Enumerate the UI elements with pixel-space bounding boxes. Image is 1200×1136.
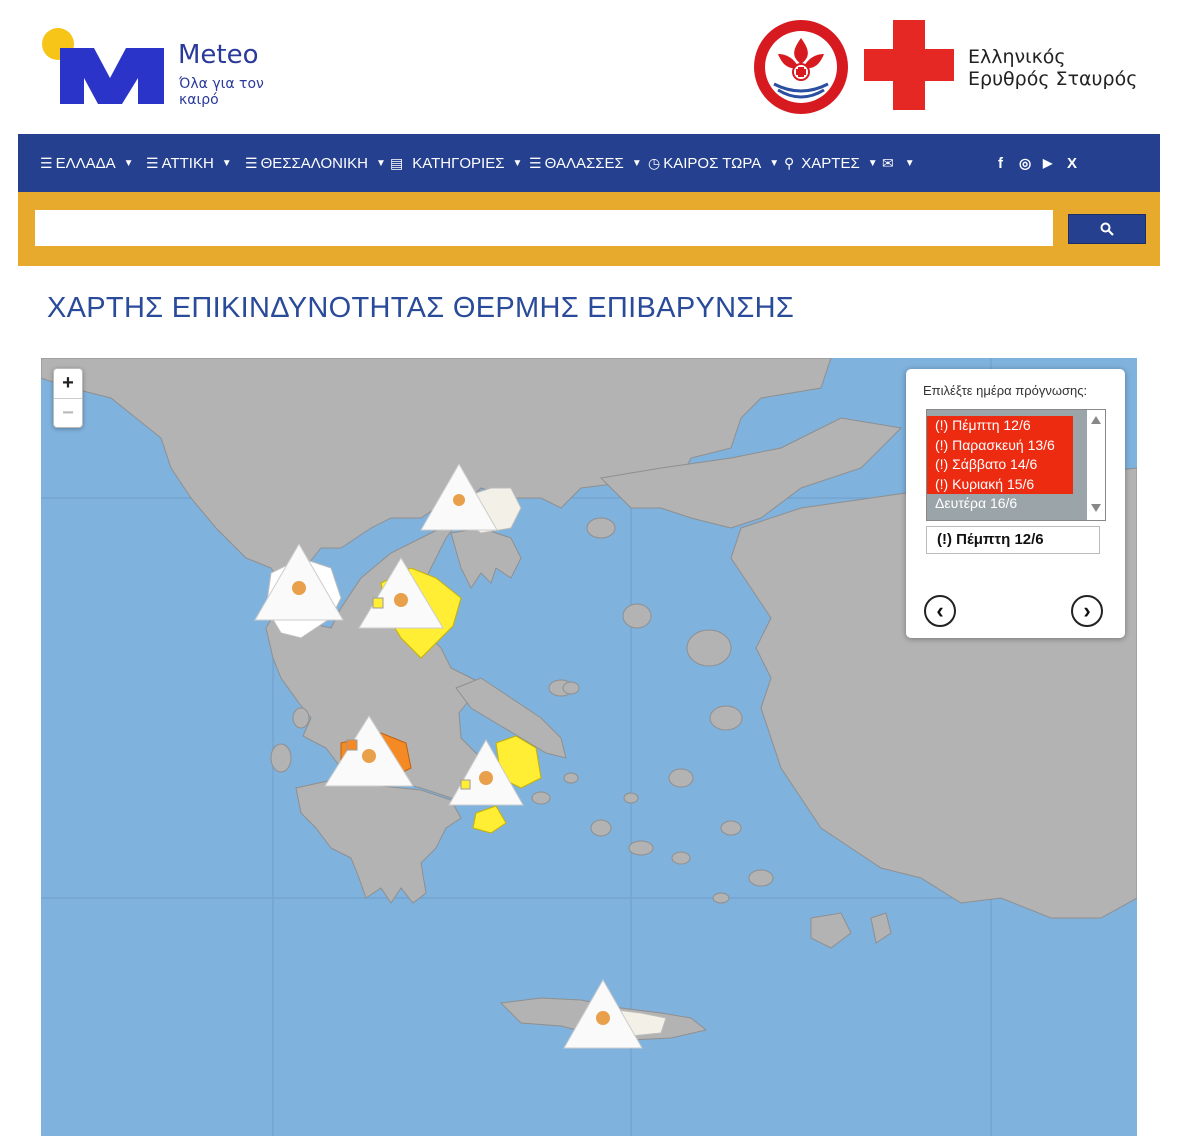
zoom-out-button[interactable]: − [54,398,82,428]
list-icon: ☰ [529,154,542,171]
envelope-icon: ✉ [882,154,894,171]
nav-item-label: ΧΑΡΤΕΣ [801,154,860,172]
chevron-down-icon: ▼ [867,157,878,169]
listbox-scrollbar[interactable] [1087,410,1105,520]
chevron-down-icon: ▼ [631,157,642,169]
forecast-day-option[interactable]: (!) Παρασκευή 13/6 [927,436,1073,456]
heat-risk-map[interactable] [41,358,1137,1136]
nav-item-label: ΑΤΤΙΚΗ [161,154,214,172]
instagram-icon[interactable]: ◎ [1019,154,1032,171]
red-cross-volunteers-seal-icon[interactable] [752,18,850,116]
nav-item-thessaloniki[interactable] [245,134,386,192]
search-icon [1100,222,1114,236]
nav-item-katigories[interactable] [390,134,522,192]
chevron-down-icon: ▼ [123,157,134,169]
nav-item-attiki[interactable] [146,134,232,192]
land-islands-east [811,913,851,948]
forecast-day-label: Επιλέξτε ημέρα πρόγνωσης: [923,383,1088,398]
selected-day-display: (!) Πέμπτη 12/6 [926,526,1100,554]
chevron-down-icon: ▼ [769,157,780,169]
nav-item-ellada[interactable] [40,134,134,192]
scroll-down-icon[interactable] [1091,504,1101,512]
warning-region-attica-islands[interactable] [473,806,506,833]
clock-icon: ◷ [648,154,661,171]
nav-item-contact[interactable] [882,134,915,192]
page-title: ΧΑΡΤΗΣ ΕΠΙΚΙΝΔΥΝΟΤΗΤΑΣ ΘΕΡΜΗΣ ΕΠΙΒΑΡΥΝΣΗΣ [47,292,795,324]
forecast-day-option[interactable]: (!) Πέμπτη 12/6 [927,416,1073,436]
main-navbar [18,134,1160,192]
chevron-down-icon: ▼ [221,157,232,169]
forecast-day-listbox[interactable] [926,409,1106,521]
red-cross-name-line1: Ελληνικός [968,46,1066,68]
forecast-day-option[interactable]: (!) Κυριακή 15/6 [927,475,1073,495]
list-icon: ☰ [40,154,53,171]
chevron-right-icon: › [1083,598,1091,623]
chevron-down-icon: ▼ [904,157,915,169]
forecast-day-option[interactable]: Δευτέρα 16/6 [935,495,1018,511]
search-input[interactable] [35,210,1053,246]
nav-item-label: ΘΑΛΑΣΣΕΣ [544,154,624,172]
list-icon: ☰ [245,154,258,171]
forecast-day-panel [906,369,1125,638]
next-day-button[interactable] [1071,595,1103,627]
search-button[interactable] [1068,214,1146,244]
meteo-slogan: Όλα για τον καιρό [179,76,264,108]
nav-item-label: ΘΕΣΣΑΛΟΝΙΚΗ [260,154,368,172]
newspaper-icon: ▤ [390,154,404,171]
nav-item-xartes[interactable] [784,134,878,192]
meteo-wordmark: Meteo [178,40,259,70]
list-icon: ☰ [146,154,159,171]
youtube-icon[interactable]: ▶ [1043,156,1053,170]
red-cross-name [968,46,1137,90]
zoom-control [53,368,83,428]
land-chalkidiki [451,528,521,588]
site-header [0,0,1200,134]
forecast-day-option[interactable]: (!) Σάββατο 14/6 [927,455,1073,475]
red-cross-icon[interactable] [862,18,956,112]
nav-item-label: ΚΑΤΗΓΟΡΙΕΣ [412,154,505,172]
chevron-down-icon: ▼ [376,157,386,169]
chevron-left-icon: ‹ [936,598,944,623]
nav-item-label: ΕΛΛΑΔΑ [55,154,116,172]
zoom-in-button[interactable]: + [62,372,74,394]
x-icon[interactable]: X [1067,154,1078,172]
nav-item-label: ΚΑΙΡΟΣ ΤΩΡΑ [663,154,762,172]
land-rhodes [871,913,891,943]
map-marker-icon: ⚲ [784,154,795,171]
chevron-down-icon: ▼ [512,157,523,169]
red-cross-name-line2: Ερυθρός Σταυρός [968,68,1138,90]
search-band [18,192,1160,266]
prev-day-button[interactable] [924,595,956,627]
facebook-icon[interactable]: f [998,154,1003,172]
nav-item-thalasses[interactable] [529,134,642,192]
land-peloponnese [296,778,461,903]
nav-item-kairos-tora[interactable] [648,134,779,192]
scroll-up-icon[interactable] [1091,416,1101,424]
